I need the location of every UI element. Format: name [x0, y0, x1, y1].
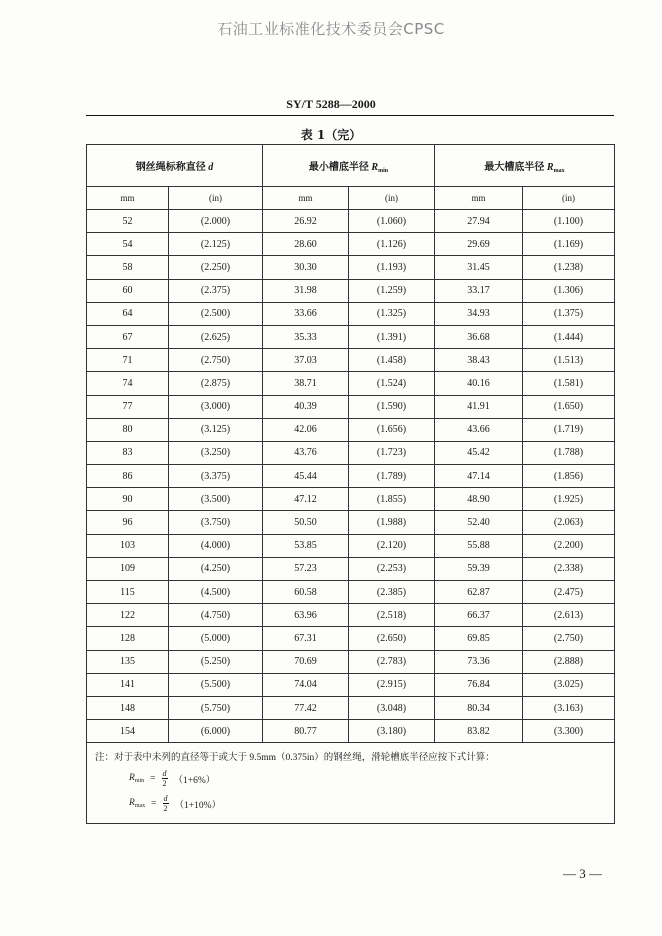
table-cell: (3.750)	[169, 511, 263, 534]
table-row	[87, 441, 615, 464]
table-cell: (1.524)	[349, 372, 435, 395]
table-cell: (2.888)	[523, 650, 615, 673]
table-cell: 45.42	[435, 441, 523, 464]
table-cell: (2.253)	[349, 557, 435, 580]
header-min-radius-label: 最小槽底半径	[308, 161, 369, 173]
table-cell: 37.03	[263, 349, 349, 372]
table-cell: (2.500)	[169, 302, 263, 325]
table-cell: 74.04	[263, 673, 349, 696]
formula-max-fraction	[163, 794, 169, 813]
table-cell: 63.96	[263, 604, 349, 627]
table-cell: 154	[87, 720, 169, 743]
table-cell: 83.82	[435, 720, 523, 743]
table-cell: (1.723)	[349, 441, 435, 464]
table-cell: 30.30	[263, 256, 349, 279]
subheader-rope-mm: mm	[87, 187, 169, 210]
page-number: — 3 —	[563, 866, 602, 881]
header-rule	[86, 115, 614, 116]
table-cell: (4.250)	[169, 557, 263, 580]
table-cell: (1.100)	[523, 210, 615, 233]
header-max-radius	[435, 145, 615, 187]
table-cell: 115	[87, 581, 169, 604]
table-row	[87, 488, 615, 511]
table-cell: (2.518)	[349, 604, 435, 627]
header-rope-diameter-symbol: d	[208, 162, 214, 173]
table-row	[87, 650, 615, 673]
table-row	[87, 302, 615, 325]
table-cell: 73.36	[435, 650, 523, 673]
table-cell: (1.238)	[523, 256, 615, 279]
table-cell: (3.180)	[349, 720, 435, 743]
table-cell: 29.69	[435, 233, 523, 256]
table-cell: (2.650)	[349, 627, 435, 650]
table-row	[87, 325, 615, 348]
formula-min-lhs-sub: min	[134, 778, 145, 785]
table-row	[87, 720, 615, 743]
table-cell: 41.91	[435, 395, 523, 418]
table-cell: 90	[87, 488, 169, 511]
table-cell: 96	[87, 511, 169, 534]
table-cell: (1.259)	[349, 279, 435, 302]
table-body	[87, 210, 615, 743]
table-row	[87, 256, 615, 279]
table-cell: (2.250)	[169, 256, 263, 279]
table-cell: 36.68	[435, 325, 523, 348]
table-cell: (1.719)	[523, 418, 615, 441]
table-cell: (3.500)	[169, 488, 263, 511]
table-cell: (1.855)	[349, 488, 435, 511]
table-row	[87, 349, 615, 372]
header-max-radius-symbol: R	[546, 161, 554, 173]
table-row	[87, 534, 615, 557]
note-text: 注：对于表中未列的直径等于或大于 9.5mm（0.375in）的钢丝绳，滑轮槽底半径应按下式计算：	[95, 753, 495, 764]
subheader-min-in: (in)	[349, 187, 435, 210]
table-cell: (1.788)	[523, 441, 615, 464]
formula-min-fraction	[162, 769, 168, 788]
table-cell: 52.40	[435, 511, 523, 534]
table-cell: (2.783)	[349, 650, 435, 673]
table-cell: 28.60	[263, 233, 349, 256]
formula-min-lhs: R	[129, 773, 135, 784]
header-min-radius-symbol: R	[371, 161, 379, 173]
subheader-max-in: (in)	[523, 187, 615, 210]
table-row	[87, 511, 615, 534]
table-cell: 52	[87, 210, 169, 233]
table-cell: (1.306)	[523, 279, 615, 302]
table-cell: 76.84	[435, 673, 523, 696]
groove-radius-table	[86, 144, 615, 824]
table-cell: 67.31	[263, 627, 349, 650]
table-cell: (1.656)	[349, 418, 435, 441]
table-row	[87, 604, 615, 627]
formula-max-lhs-sub: max	[134, 803, 146, 810]
formula-min-denominator: 2	[162, 779, 167, 789]
table-cell: (2.915)	[349, 673, 435, 696]
table-cell: (1.856)	[523, 465, 615, 488]
table-cell: (2.750)	[169, 349, 263, 372]
standard-number: SY/T 5288—2000	[286, 97, 376, 111]
table-cell: 57.23	[263, 557, 349, 580]
subheader-min-mm: mm	[263, 187, 349, 210]
watermark-text: 石油工业标准化技术委员会CPSC	[217, 20, 445, 38]
table-cell: 64	[87, 302, 169, 325]
table-cell: 47.12	[263, 488, 349, 511]
table-cell: 43.76	[263, 441, 349, 464]
table-cell: 83	[87, 441, 169, 464]
table-cell: (1.513)	[523, 349, 615, 372]
table-cell: 70.69	[263, 650, 349, 673]
table-cell: 38.71	[263, 372, 349, 395]
table-cell: (2.375)	[169, 279, 263, 302]
subheader-max-mm: mm	[435, 187, 523, 210]
table-cell: 26.92	[263, 210, 349, 233]
table-cell: 43.66	[435, 418, 523, 441]
table-cell: (1.060)	[349, 210, 435, 233]
table-cell: (1.193)	[349, 256, 435, 279]
table-cell: 53.85	[263, 534, 349, 557]
table-cell: (2.000)	[169, 210, 263, 233]
table-cell: (1.444)	[523, 325, 615, 348]
table-cell: 148	[87, 696, 169, 719]
table-cell: (1.590)	[349, 395, 435, 418]
table-cell: 60.58	[263, 581, 349, 604]
table-cell: 103	[87, 534, 169, 557]
table-cell: (2.063)	[523, 511, 615, 534]
table-cell: (2.613)	[523, 604, 615, 627]
table-cell: (4.000)	[169, 534, 263, 557]
formula-min-numerator: d	[162, 769, 167, 779]
table-cell: (4.750)	[169, 604, 263, 627]
header-max-radius-sub: max	[553, 167, 565, 174]
table-row	[87, 210, 615, 233]
table-cell: (1.988)	[349, 511, 435, 534]
formula-max	[129, 794, 606, 813]
table-cell: 34.93	[435, 302, 523, 325]
table-cell: 80	[87, 418, 169, 441]
table-row	[87, 465, 615, 488]
table-cell: (1.391)	[349, 325, 435, 348]
table-cell: (1.375)	[523, 302, 615, 325]
table-row	[87, 418, 615, 441]
table-row	[87, 395, 615, 418]
formula-min-factor: （1+6%）	[173, 775, 216, 786]
table-cell: (2.125)	[169, 233, 263, 256]
subheader-rope-in: (in)	[169, 187, 263, 210]
table-cell: 80.34	[435, 696, 523, 719]
table-cell: (3.048)	[349, 696, 435, 719]
header-rope-diameter	[87, 145, 263, 187]
table-cell: (5.250)	[169, 650, 263, 673]
table-cell: (5.500)	[169, 673, 263, 696]
table-cell: 33.17	[435, 279, 523, 302]
table-cell: (3.163)	[523, 696, 615, 719]
table-cell: 42.06	[263, 418, 349, 441]
table-cell: (1.126)	[349, 233, 435, 256]
table-row	[87, 233, 615, 256]
table-cell: (2.385)	[349, 581, 435, 604]
table-cell: 48.90	[435, 488, 523, 511]
table-row	[87, 372, 615, 395]
formula-max-denominator: 2	[163, 804, 168, 814]
table-cell: 47.14	[435, 465, 523, 488]
table-cell: 135	[87, 650, 169, 673]
table-cell: (6.000)	[169, 720, 263, 743]
table-cell: 38.43	[435, 349, 523, 372]
table-cell: 122	[87, 604, 169, 627]
table-cell: 31.98	[263, 279, 349, 302]
formula-max-eq: =	[151, 798, 157, 809]
table-title: 表 1（完）	[300, 128, 362, 142]
table-cell: 141	[87, 673, 169, 696]
header-min-radius	[263, 145, 435, 187]
header-rope-diameter-label: 钢丝绳标称直径	[135, 162, 206, 173]
table-cell: 55.88	[435, 534, 523, 557]
table-cell: (2.120)	[349, 534, 435, 557]
table-cell: 35.33	[263, 325, 349, 348]
table-cell: (2.475)	[523, 581, 615, 604]
table-cell: (3.300)	[523, 720, 615, 743]
table-cell: (4.500)	[169, 581, 263, 604]
table-cell: 77.42	[263, 696, 349, 719]
table-cell: (1.458)	[349, 349, 435, 372]
table-cell: (2.338)	[523, 557, 615, 580]
table-cell: (3.000)	[169, 395, 263, 418]
table-cell: 109	[87, 557, 169, 580]
header-max-radius-label: 最大槽底半径	[484, 161, 545, 173]
table-cell: (2.750)	[523, 627, 615, 650]
table-cell: (1.325)	[349, 302, 435, 325]
table-cell: (2.875)	[169, 372, 263, 395]
table-row	[87, 581, 615, 604]
table-row	[87, 557, 615, 580]
table-cell: 86	[87, 465, 169, 488]
table-row	[87, 627, 615, 650]
formula-min-eq: =	[150, 773, 156, 784]
table-cell: 77	[87, 395, 169, 418]
table-cell: (2.200)	[523, 534, 615, 557]
table-cell: 54	[87, 233, 169, 256]
table-cell: 66.37	[435, 604, 523, 627]
header-min-radius-sub: min	[378, 167, 389, 174]
table-cell: 71	[87, 349, 169, 372]
table-note	[87, 743, 615, 824]
table-cell: (2.625)	[169, 325, 263, 348]
table-cell: 69.85	[435, 627, 523, 650]
table-cell: (1.169)	[523, 233, 615, 256]
table-cell: 40.39	[263, 395, 349, 418]
table-cell: 58	[87, 256, 169, 279]
table-cell: 27.94	[435, 210, 523, 233]
table-cell: 60	[87, 279, 169, 302]
table-cell: 62.87	[435, 581, 523, 604]
formula-max-lhs: R	[129, 798, 135, 809]
table-cell: (1.650)	[523, 395, 615, 418]
table-cell: (1.581)	[523, 372, 615, 395]
table-cell: 80.77	[263, 720, 349, 743]
formula-max-factor: （1+10%）	[174, 800, 222, 811]
table-cell: 59.39	[435, 557, 523, 580]
formula-min	[129, 769, 606, 788]
formula-max-numerator: d	[163, 794, 168, 804]
table-cell: 74	[87, 372, 169, 395]
table-cell: (1.925)	[523, 488, 615, 511]
table-cell: 31.45	[435, 256, 523, 279]
table-cell: (5.000)	[169, 627, 263, 650]
table-cell: 33.66	[263, 302, 349, 325]
table-cell: 45.44	[263, 465, 349, 488]
table-cell: (3.250)	[169, 441, 263, 464]
table-row	[87, 279, 615, 302]
table-cell: 40.16	[435, 372, 523, 395]
table-cell: (3.125)	[169, 418, 263, 441]
table-cell: 50.50	[263, 511, 349, 534]
table-row	[87, 673, 615, 696]
table-cell: 67	[87, 325, 169, 348]
table-cell: (5.750)	[169, 696, 263, 719]
table-row	[87, 696, 615, 719]
table-cell: (3.375)	[169, 465, 263, 488]
table-cell: (1.789)	[349, 465, 435, 488]
table-cell: (3.025)	[523, 673, 615, 696]
table-cell: 128	[87, 627, 169, 650]
